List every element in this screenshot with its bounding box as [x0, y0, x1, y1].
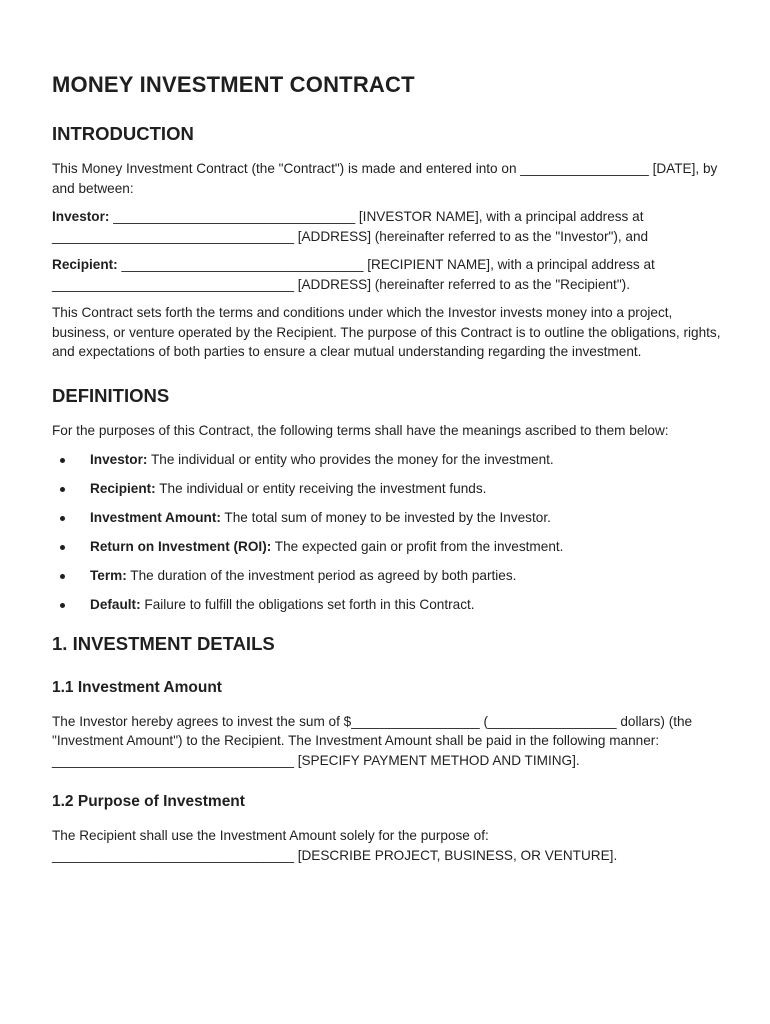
- definition-item: [52, 537, 722, 557]
- recipient-paragraph: [52, 255, 722, 294]
- definition-term: Investor:: [90, 452, 148, 467]
- bullet-icon: [60, 574, 65, 579]
- bullet-icon: [60, 603, 65, 608]
- definition-item: [52, 595, 722, 615]
- definitions-heading: DEFINITIONS: [52, 384, 170, 406]
- bullet-icon: [60, 458, 65, 463]
- bullet-icon: [60, 545, 65, 550]
- bullet-icon: [60, 516, 65, 521]
- definition-text: The duration of the investment period as agreed by both parties.: [126, 568, 517, 583]
- definition-term: Term:: [90, 568, 127, 583]
- definition-item: [52, 508, 722, 528]
- definition-item: [52, 479, 722, 499]
- definition-text: The expected gain or profit from the investment.: [271, 539, 564, 554]
- introduction-paragraph: This Money Investment Contract (the "Contract") is made and entered into on _________________ [DATE], by and between:: [52, 161, 718, 196]
- definitions-list: [52, 450, 722, 615]
- investment-details-heading: 1. INVESTMENT DETAILS: [52, 632, 275, 654]
- purpose-paragraph: This Contract sets forth the terms and conditions under which the Investor invests money into a project, business, or venture operated by the Recipient. The purpose of this Contract is to outline the obligations, rights, and expectations of both parties to ensure a clear mutual understanding regarding the investment.: [52, 305, 721, 359]
- investor-label: Investor:: [52, 209, 110, 224]
- definition-text: The total sum of money to be invested by the Investor.: [220, 510, 551, 525]
- purpose-of-investment-paragraph: The Recipient shall use the Investment Amount solely for the purpose of: ________________________________ [DESCRIBE PROJECT, BUSINESS, OR VENTURE].: [52, 828, 618, 863]
- definition-text: Failure to fulfill the obligations set forth in this Contract.: [140, 597, 475, 612]
- definition-text: The individual or entity who provides the money for the investment.: [147, 452, 554, 467]
- bullet-icon: [60, 487, 65, 492]
- contract-body: [52, 70, 722, 865]
- definition-term: Investment Amount:: [90, 510, 221, 525]
- investment-amount-paragraph: The Investor hereby agrees to invest the sum of $_________________ (_________________ dollars) (the "Investment Amount") to the Recipient. The Investment Amount shall be paid in the following manner: ________________________________ [SPECIFY PAYMENT METHOD AND TIMING].: [52, 713, 693, 768]
- definition-item: [52, 450, 722, 470]
- investment-amount-heading: 1.1 Investment Amount: [52, 678, 222, 696]
- definition-term: Default:: [90, 597, 141, 612]
- definition-text: The individual or entity receiving the investment funds.: [155, 481, 487, 496]
- definition-term: Return on Investment (ROI):: [90, 539, 272, 554]
- document-title: MONEY INVESTMENT CONTRACT: [52, 72, 415, 97]
- recipient-label: Recipient:: [52, 257, 118, 272]
- investor-text: ________________________________ [INVESTOR NAME], with a principal address at ________________________________ [ADDRESS] (hereinafter referred to as the "Investor"), and: [52, 209, 649, 244]
- purpose-of-investment-heading: 1.2 Purpose of Investment: [52, 793, 245, 810]
- definition-item: [52, 566, 722, 586]
- recipient-text: ________________________________ [RECIPIENT NAME], with a principal address at ________________________________ [ADDRESS] (hereinafter referred to as the "Recipient").: [52, 257, 655, 292]
- definition-term: Recipient:: [90, 481, 156, 496]
- investor-paragraph: [52, 207, 722, 246]
- introduction-heading: INTRODUCTION: [52, 123, 194, 144]
- definitions-intro: For the purposes of this Contract, the following terms shall have the meanings ascribed to them below:: [52, 422, 669, 438]
